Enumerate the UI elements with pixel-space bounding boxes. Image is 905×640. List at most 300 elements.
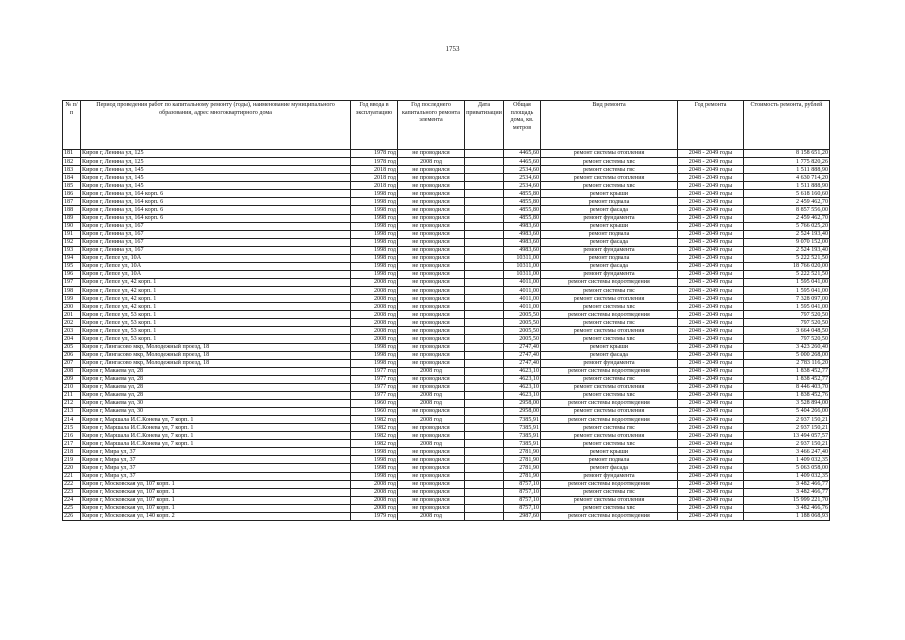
table-row [63,496,830,504]
repair-type-cell: ремонт системы гвс [541,166,678,174]
area-cell: 2958,00 [504,399,541,407]
repair-period-cell: 2048 - 2049 годы [678,206,744,214]
commission-year-cell: 1998 год [351,270,398,278]
address-cell: Киров г, Московская ул, 107 корп. 1 [81,504,351,512]
repair-type-cell: ремонт крыши [541,448,678,456]
last-repair-cell: не проводился [398,198,465,206]
repair-type-cell: ремонт подвала [541,230,678,238]
last-repair-cell: не проводился [398,222,465,230]
privatization-date-cell [465,383,504,391]
last-repair-cell: не проводился [398,174,465,182]
repair-type-cell: ремонт фундамента [541,270,678,278]
repair-cost-cell: 797 520,50 [744,311,830,319]
table-row [63,158,830,166]
address-cell: Киров г, Мира ул, 37 [81,456,351,464]
commission-year-cell: 1998 год [351,246,398,254]
privatization-date-cell [465,166,504,174]
repair-type-cell: ремонт системы водоотведения [541,367,678,375]
address-cell: Киров г, Лепсе ул, 42 корп. 1 [81,287,351,295]
repair-cost-cell: 8 446 403,70 [744,383,830,391]
privatization-date-cell [465,327,504,335]
privatization-date-cell [465,399,504,407]
repair-type-cell: ремонт системы хвс [541,391,678,399]
commission-year-cell: 2008 год [351,480,398,488]
privatization-date-cell [465,464,504,472]
area-cell: 4011,00 [504,287,541,295]
last-repair-cell: не проводился [398,262,465,270]
repair-period-cell: 2048 - 2049 годы [678,270,744,278]
row-number-cell: 186 [63,190,81,198]
address-cell: Киров г, Ленина ул, 167 [81,230,351,238]
address-cell: Киров г, Лепсе ул, 10А [81,262,351,270]
row-number-cell: 185 [63,182,81,190]
commission-year-cell: 1978 год [351,150,398,158]
address-cell: Киров г, Ленина ул, 145 [81,174,351,182]
commission-year-cell: 1998 год [351,456,398,464]
last-repair-cell: не проводился [398,287,465,295]
area-cell: 2005,50 [504,327,541,335]
commission-year-cell: 1977 год [351,367,398,375]
area-cell: 8757,10 [504,488,541,496]
commission-year-cell: 1977 год [351,383,398,391]
table-row [63,359,830,367]
repair-period-cell: 2048 - 2049 годы [678,174,744,182]
repair-type-cell: ремонт фундамента [541,214,678,222]
header-repair-cost: Стоимость ремонта, рублей [744,101,830,150]
area-cell: 7385,91 [504,440,541,448]
privatization-date-cell [465,488,504,496]
commission-year-cell: 2008 год [351,287,398,295]
row-number-cell: 203 [63,327,81,335]
table-row [63,166,830,174]
repair-period-cell: 2048 - 2049 годы [678,351,744,359]
address-cell: Киров г, Макаева ул, 30 [81,399,351,407]
repair-type-cell: ремонт системы хвс [541,182,678,190]
repair-type-cell: ремонт крыши [541,343,678,351]
repair-type-cell: ремонт системы водоотведения [541,399,678,407]
privatization-date-cell [465,480,504,488]
area-cell: 2534,60 [504,182,541,190]
address-cell: Киров г, Лепсе ул, 53 корп. 1 [81,335,351,343]
repair-period-cell: 2048 - 2049 годы [678,190,744,198]
row-number-cell: 220 [63,464,81,472]
row-number-cell: 195 [63,262,81,270]
table-row [63,351,830,359]
repair-cost-cell: 1 838 452,77 [744,375,830,383]
commission-year-cell: 1998 год [351,230,398,238]
repair-type-cell: ремонт фасада [541,351,678,359]
last-repair-cell: не проводился [398,343,465,351]
row-number-cell: 208 [63,367,81,375]
address-cell: Киров г, Маршала И.С.Конева ул, 7 корп. 1 [81,424,351,432]
repair-cost-cell: 15 999 221,70 [744,496,830,504]
row-number-cell: 207 [63,359,81,367]
repair-type-cell: ремонт подвала [541,456,678,464]
header-privatization-date: Дата приватизации [465,101,504,150]
repair-period-cell: 2048 - 2049 годы [678,254,744,262]
repair-type-cell: ремонт системы хвс [541,158,678,166]
address-cell: Киров г, Московская ул, 107 корп. 1 [81,496,351,504]
last-repair-cell: не проводился [398,504,465,512]
last-repair-cell: не проводился [398,351,465,359]
privatization-date-cell [465,190,504,198]
commission-year-cell: 1960 год [351,408,398,416]
repair-period-cell: 2048 - 2049 годы [678,198,744,206]
last-repair-cell: не проводился [398,311,465,319]
area-cell: 2781,90 [504,456,541,464]
repair-cost-cell: 13 494 057,57 [744,432,830,440]
commission-year-cell: 2008 год [351,496,398,504]
repair-period-cell: 2048 - 2049 годы [678,222,744,230]
repair-type-cell: ремонт системы водоотведения [541,311,678,319]
area-cell: 7385,91 [504,432,541,440]
area-cell: 4623,10 [504,383,541,391]
repair-cost-cell: 5 222 521,50 [744,270,830,278]
area-cell: 4983,60 [504,246,541,254]
repair-type-cell: ремонт фундамента [541,359,678,367]
table-row [63,279,830,287]
last-repair-cell: не проводился [398,383,465,391]
repair-cost-cell: 1 595 041,00 [744,287,830,295]
repair-cost-cell: 5 222 521,50 [744,254,830,262]
table-row [63,480,830,488]
privatization-date-cell [465,416,504,424]
repair-period-cell: 2048 - 2049 годы [678,319,744,327]
privatization-date-cell [465,238,504,246]
row-number-cell: 211 [63,391,81,399]
row-number-cell: 188 [63,206,81,214]
row-number-cell: 222 [63,480,81,488]
commission-year-cell: 1998 год [351,448,398,456]
address-cell: Киров г, Макаева ул, 28 [81,375,351,383]
privatization-date-cell [465,222,504,230]
area-cell: 2005,50 [504,335,541,343]
area-cell: 8757,10 [504,496,541,504]
privatization-date-cell [465,319,504,327]
table-row [63,367,830,375]
area-cell: 4623,10 [504,367,541,375]
repair-period-cell: 2048 - 2049 годы [678,383,744,391]
repair-cost-cell: 1 409 032,35 [744,472,830,480]
repair-period-cell: 2048 - 2049 годы [678,424,744,432]
last-repair-cell: 2008 год [398,512,465,520]
privatization-date-cell [465,206,504,214]
row-number-cell: 201 [63,311,81,319]
last-repair-cell: не проводился [398,319,465,327]
table-row [63,198,830,206]
table-row [63,343,830,351]
last-repair-cell: не проводился [398,150,465,158]
privatization-date-cell [465,214,504,222]
area-cell: 10311,00 [504,270,541,278]
repair-type-cell: ремонт системы отопления [541,383,678,391]
repair-cost-cell: 3 466 247,40 [744,448,830,456]
area-cell: 4855,80 [504,190,541,198]
header-total-area: Общая площадь дома, кв. метров [504,101,541,150]
table-row [63,391,830,399]
table-row [63,432,830,440]
commission-year-cell: 1998 год [351,343,398,351]
table-row [63,206,830,214]
repair-type-cell: ремонт системы отопления [541,496,678,504]
repair-type-cell: ремонт системы отопления [541,295,678,303]
row-number-cell: 218 [63,448,81,456]
last-repair-cell: не проводился [398,432,465,440]
last-repair-cell: не проводился [398,182,465,190]
repair-period-cell: 2048 - 2049 годы [678,295,744,303]
commission-year-cell: 1977 год [351,375,398,383]
area-cell: 4855,80 [504,198,541,206]
repair-cost-cell: 2 459 462,70 [744,214,830,222]
privatization-date-cell [465,375,504,383]
repair-period-cell: 2048 - 2049 годы [678,238,744,246]
area-cell: 4855,80 [504,206,541,214]
repair-cost-cell: 4 630 714,20 [744,174,830,182]
header-repair-type: Вид ремонта [541,101,678,150]
repair-type-cell: ремонт системы отопления [541,408,678,416]
area-cell: 4623,10 [504,391,541,399]
row-number-cell: 200 [63,303,81,311]
area-cell: 4465,60 [504,158,541,166]
header-last-repair-year: Год последнего капитального ремонта элемента [398,101,465,150]
repair-cost-cell: 2 937 150,21 [744,416,830,424]
repair-type-cell: ремонт системы гвс [541,424,678,432]
commission-year-cell: 1998 год [351,190,398,198]
privatization-date-cell [465,496,504,504]
address-cell: Киров г, Ленина ул, 125 [81,158,351,166]
commission-year-cell: 1998 год [351,472,398,480]
row-number-cell: 204 [63,335,81,343]
last-repair-cell: не проводился [398,408,465,416]
repair-cost-cell: 1 511 888,90 [744,182,830,190]
row-number-cell: 192 [63,238,81,246]
last-repair-cell: не проводился [398,246,465,254]
repair-period-cell: 2048 - 2049 годы [678,416,744,424]
repair-type-cell: ремонт системы гвс [541,375,678,383]
repair-period-cell: 2048 - 2049 годы [678,496,744,504]
commission-year-cell: 2008 год [351,303,398,311]
repair-period-cell: 2048 - 2049 годы [678,182,744,190]
address-cell: Киров г, Мира ул, 37 [81,472,351,480]
repair-period-cell: 2048 - 2049 годы [678,279,744,287]
row-number-cell: 212 [63,399,81,407]
repair-type-cell: ремонт фундамента [541,246,678,254]
repair-period-cell: 2048 - 2049 годы [678,448,744,456]
row-number-cell: 224 [63,496,81,504]
row-number-cell: 206 [63,351,81,359]
repair-cost-cell: 5 063 058,00 [744,464,830,472]
commission-year-cell: 1998 год [351,351,398,359]
repair-period-cell: 2048 - 2049 годы [678,359,744,367]
last-repair-cell: не проводился [398,190,465,198]
row-number-cell: 199 [63,295,81,303]
repair-cost-cell: 3 482 466,77 [744,488,830,496]
address-cell: Киров г, Мира ул, 37 [81,464,351,472]
commission-year-cell: 1998 год [351,214,398,222]
area-cell: 7385,91 [504,424,541,432]
address-cell: Киров г, Ленина ул, 167 [81,246,351,254]
repair-type-cell: ремонт системы отопления [541,150,678,158]
repair-type-cell: ремонт фасада [541,262,678,270]
privatization-date-cell [465,254,504,262]
row-number-cell: 225 [63,504,81,512]
commission-year-cell: 2008 год [351,279,398,287]
repair-type-cell: ремонт системы отопления [541,327,678,335]
table-row [63,295,830,303]
table-row [63,504,830,512]
repair-cost-cell: 2 937 150,21 [744,440,830,448]
table-row [63,270,830,278]
repair-cost-cell: 2 524 193,40 [744,230,830,238]
repair-period-cell: 2048 - 2049 годы [678,480,744,488]
repair-cost-cell: 3 423 260,40 [744,343,830,351]
repair-period-cell: 2048 - 2049 годы [678,343,744,351]
repair-type-cell: ремонт системы гвс [541,488,678,496]
address-cell: Киров г, Ленина ул, 125 [81,150,351,158]
row-number-cell: 197 [63,279,81,287]
header-row [63,101,830,150]
area-cell: 4465,60 [504,150,541,158]
repair-cost-cell: 5 766 025,20 [744,222,830,230]
commission-year-cell: 1998 год [351,254,398,262]
row-number-cell: 187 [63,198,81,206]
address-cell: Киров г, Маршала И.С.Конева ул, 7 корп. 1 [81,432,351,440]
row-number-cell: 223 [63,488,81,496]
repair-type-cell: ремонт крыши [541,222,678,230]
last-repair-cell: не проводился [398,238,465,246]
table-row [63,222,830,230]
repair-cost-cell: 797 520,50 [744,319,830,327]
table-row [63,488,830,496]
address-cell: Киров г, Лянгасово мкр, Молодежный проезд, 18 [81,359,351,367]
table-row [63,399,830,407]
repair-type-cell: ремонт системы хвс [541,303,678,311]
row-number-cell: 198 [63,287,81,295]
address-cell: Киров г, Лепсе ул, 42 корп. 1 [81,295,351,303]
table-row [63,262,830,270]
commission-year-cell: 1982 год [351,440,398,448]
address-cell: Киров г, Макаева ул, 28 [81,367,351,375]
area-cell: 2534,60 [504,174,541,182]
address-cell: Киров г, Ленина ул, 164 корп. 6 [81,190,351,198]
table-row [63,424,830,432]
commission-year-cell: 1977 год [351,391,398,399]
row-number-cell: 196 [63,270,81,278]
repair-cost-cell: 3 664 048,50 [744,327,830,335]
repair-cost-cell: 2 524 193,40 [744,246,830,254]
area-cell: 2781,90 [504,448,541,456]
area-cell: 2987,60 [504,512,541,520]
repair-cost-cell: 5 618 160,60 [744,190,830,198]
privatization-date-cell [465,279,504,287]
row-number-cell: 216 [63,432,81,440]
repair-period-cell: 2048 - 2049 годы [678,432,744,440]
area-cell: 2005,50 [504,311,541,319]
row-number-cell: 214 [63,416,81,424]
header-row-number: № п/п [63,101,81,150]
commission-year-cell: 1982 год [351,424,398,432]
commission-year-cell: 2008 год [351,319,398,327]
last-repair-cell: не проводился [398,480,465,488]
table-row [63,254,830,262]
privatization-date-cell [465,343,504,351]
last-repair-cell: не проводился [398,279,465,287]
commission-year-cell: 1998 год [351,464,398,472]
last-repair-cell: не проводился [398,464,465,472]
table-row [63,416,830,424]
last-repair-cell: 2008 год [398,399,465,407]
repair-register-table [62,100,830,521]
commission-year-cell: 2008 год [351,504,398,512]
repair-cost-cell: 8 857 556,00 [744,206,830,214]
repair-cost-cell: 7 328 097,00 [744,295,830,303]
address-cell: Киров г, Мира ул, 37 [81,448,351,456]
address-cell: Киров г, Макаева ул, 28 [81,391,351,399]
repair-cost-cell: 1 595 041,00 [744,279,830,287]
repair-cost-cell: 2 459 462,70 [744,198,830,206]
table-row [63,464,830,472]
area-cell: 2747,40 [504,359,541,367]
table-row [63,303,830,311]
row-number-cell: 215 [63,424,81,432]
repair-period-cell: 2048 - 2049 годы [678,287,744,295]
address-cell: Киров г, Лепсе ул, 42 корп. 1 [81,279,351,287]
repair-type-cell: ремонт фасада [541,464,678,472]
area-cell: 2747,40 [504,351,541,359]
header-commission-year: Год ввода в эксплуатацию [351,101,398,150]
last-repair-cell: 2008 год [398,440,465,448]
table-row [63,311,830,319]
row-number-cell: 210 [63,383,81,391]
last-repair-cell: 2008 год [398,416,465,424]
address-cell: Киров г, Московская ул, 107 корп. 1 [81,480,351,488]
row-number-cell: 193 [63,246,81,254]
last-repair-cell: не проводился [398,424,465,432]
table-row [63,230,830,238]
repair-type-cell: ремонт системы водоотведения [541,480,678,488]
repair-type-cell: ремонт системы отопления [541,432,678,440]
address-cell: Киров г, Маршала И.С.Конева ул, 7 корп. 1 [81,416,351,424]
privatization-date-cell [465,262,504,270]
privatization-date-cell [465,335,504,343]
row-number-cell: 219 [63,456,81,464]
privatization-date-cell [465,391,504,399]
repair-period-cell: 2048 - 2049 годы [678,512,744,520]
address-cell: Киров г, Лепсе ул, 10А [81,254,351,262]
area-cell: 2534,60 [504,166,541,174]
privatization-date-cell [465,367,504,375]
commission-year-cell: 2008 год [351,295,398,303]
table-row [63,214,830,222]
last-repair-cell: не проводился [398,214,465,222]
row-number-cell: 183 [63,166,81,174]
last-repair-cell: не проводился [398,303,465,311]
area-cell: 4983,60 [504,222,541,230]
repair-cost-cell: 1 775 820,26 [744,158,830,166]
privatization-date-cell [465,182,504,190]
repair-type-cell: ремонт фундамента [541,472,678,480]
row-number-cell: 205 [63,343,81,351]
table-row [63,246,830,254]
address-cell: Киров г, Московская ул, 140 корп. 2 [81,512,351,520]
row-number-cell: 226 [63,512,81,520]
page-number: 1753 [445,45,460,53]
repair-period-cell: 2048 - 2049 годы [678,472,744,480]
repair-type-cell: ремонт системы отопления [541,174,678,182]
last-repair-cell: не проводился [398,472,465,480]
repair-cost-cell: 2 937 150,21 [744,424,830,432]
repair-period-cell: 2048 - 2049 годы [678,391,744,399]
